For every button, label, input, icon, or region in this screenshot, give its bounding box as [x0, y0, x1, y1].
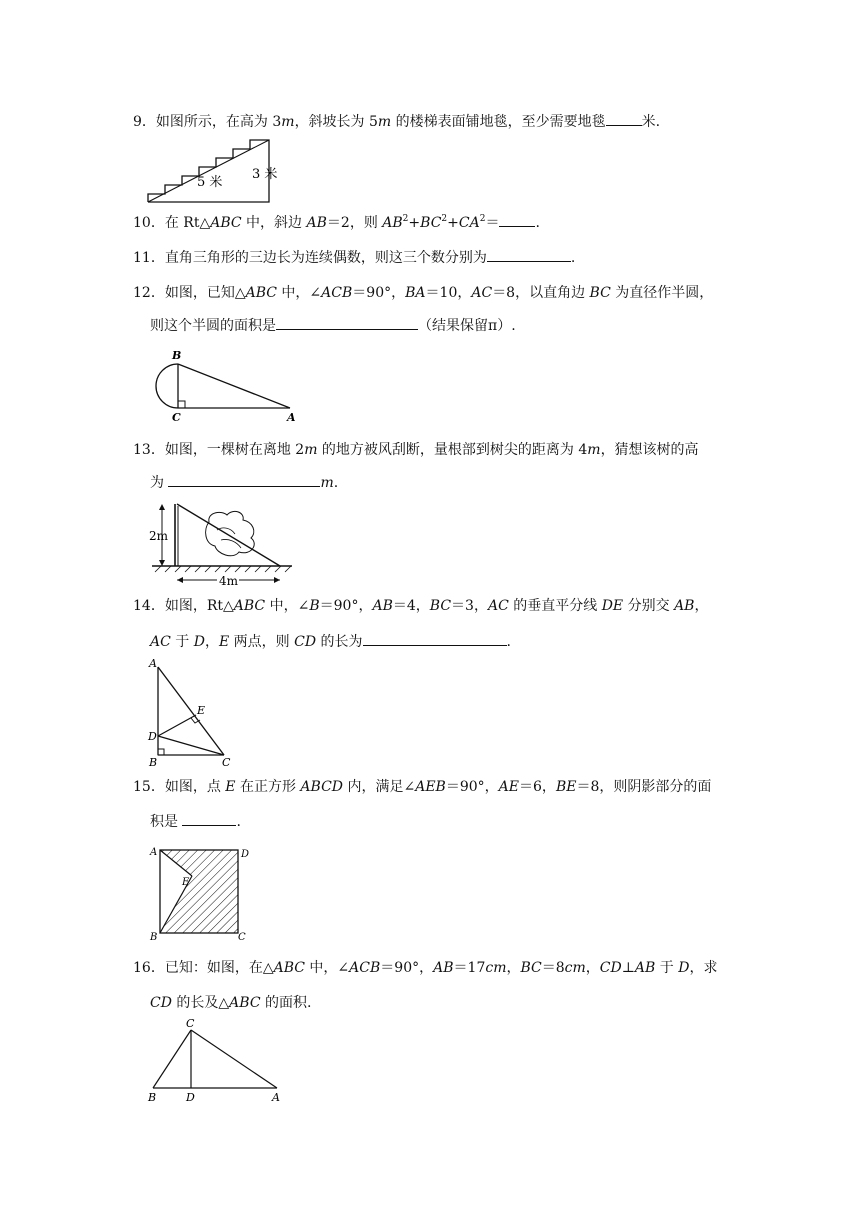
- side-ca: [191, 1030, 277, 1088]
- question-15-text-line2: 积是 .: [150, 814, 241, 830]
- broken-tree-figure: [147, 500, 297, 590]
- side-ac: [158, 667, 224, 755]
- question-12-text: 12．如图，已知△ABC 中，∠ACB＝90°，BA＝10，AC＝8，以直角边 BC 为直径作半圆，: [133, 285, 714, 301]
- ground-hatch: [155, 566, 291, 572]
- question-number: 9．: [133, 114, 156, 130]
- height-label: 3 米: [252, 167, 278, 182]
- arrow-head-right: [274, 577, 280, 583]
- answer-blank: [363, 632, 507, 646]
- question-number: 11．: [133, 250, 165, 266]
- question-13-text-line2: 为 m.: [150, 475, 339, 491]
- square-shaded-figure: [145, 843, 255, 943]
- side-bc: [153, 1030, 191, 1088]
- answer-blank: [487, 248, 571, 262]
- question-16-text: 16．已知：如图，在△ABC 中，∠ACB＝90°，AB＝17cm，BC＝8cm，CD⊥AB 于 D，求: [133, 960, 718, 976]
- question-number: 16．: [133, 960, 165, 976]
- vertex-c-label: C: [238, 932, 246, 943]
- vertex-a-label: A: [150, 847, 158, 858]
- point-e-label: E: [182, 877, 190, 888]
- vertex-a-label: A: [287, 411, 296, 424]
- answer-blank: [276, 316, 418, 330]
- height-label: 2m: [149, 529, 169, 543]
- question-15-text: 15．如图，点 E 在正方形 ABCD 内，满足∠AEB＝90°，AE＝6，BE＝8，则阴影部分的面: [133, 779, 712, 795]
- tree-crown: [206, 511, 255, 555]
- question-14-text-line2: AC 于 D，E 两点，则 CD 的长为 .: [150, 634, 511, 650]
- vertex-a-label: A: [149, 657, 157, 670]
- arrow-head-left: [177, 577, 183, 583]
- triangle-altitude-figure: [145, 1016, 295, 1106]
- question-13-text: 13．如图，一棵树在离地 2m 的地方被风刮断，量根部到树尖的距离为 4m，猜想该树的高: [133, 442, 699, 458]
- right-angle-mark: [178, 401, 185, 408]
- answer-blank: [182, 812, 236, 826]
- point-e-label: E: [197, 704, 206, 717]
- semicircle-arc: [156, 364, 178, 408]
- answer-blank: [499, 213, 535, 227]
- shaded-region: [160, 850, 238, 933]
- slope-line: [148, 140, 269, 202]
- question-number: 15．: [133, 779, 165, 795]
- vertex-b-label: B: [149, 756, 158, 769]
- point-d-label: D: [148, 730, 157, 743]
- distance-label: 4m: [219, 574, 239, 588]
- side-ba: [178, 364, 290, 408]
- question-number: 13．: [133, 442, 165, 458]
- question-12-text-line2: 则这个半圆的面积是 （结果保留π）.: [150, 318, 516, 334]
- question-14-text: 14．如图，Rt△ABC 中，∠B＝90°，AB＝4，BC＝3，AC 的垂直平分线 DE 分别交 AB，: [133, 598, 709, 614]
- staircase-figure: [145, 134, 285, 208]
- question-number: 14．: [133, 598, 165, 614]
- arrow-head-up: [159, 504, 165, 510]
- question-9-text: 9．如图所示，在高为 3m，斜坡长为 5m 的楼梯表面铺地毯，至少需要地毯 米.: [133, 114, 661, 130]
- semicircle-triangle-figure: [148, 346, 308, 424]
- question-number: 10．: [133, 215, 165, 231]
- question-16-text-line2: CD 的长及△ABC 的面积.: [150, 995, 312, 1011]
- segment-de: [158, 715, 196, 736]
- vertex-b-label: B: [150, 932, 158, 943]
- answer-blank: [168, 473, 320, 487]
- arrow-head-down: [159, 560, 165, 566]
- vertex-d-label: D: [241, 849, 250, 860]
- vertex-b-label: B: [148, 1091, 157, 1104]
- vertex-c-label: C: [186, 1017, 195, 1030]
- question-11-text: 11．直角三角形的三边长为连续偶数，则这三个数分别为 .: [133, 250, 576, 266]
- question-10-text: 10．在 Rt△ABC 中，斜边 AB＝2，则 $AB^2+BC^2+CA^2=$ .: [133, 214, 540, 231]
- triangle-perpendicular-bisector-figure: [145, 657, 245, 769]
- right-angle-mark-b: [158, 749, 164, 755]
- vertex-c-label: C: [172, 411, 181, 424]
- point-d-label: D: [186, 1091, 195, 1104]
- vertex-c-label: C: [222, 756, 231, 769]
- segment-cd: [158, 736, 224, 755]
- slope-label: 5 米: [197, 175, 223, 190]
- vertex-b-label: B: [172, 349, 182, 362]
- question-number: 12．: [133, 285, 165, 301]
- answer-blank: [606, 112, 642, 126]
- vertex-a-label: A: [272, 1091, 280, 1104]
